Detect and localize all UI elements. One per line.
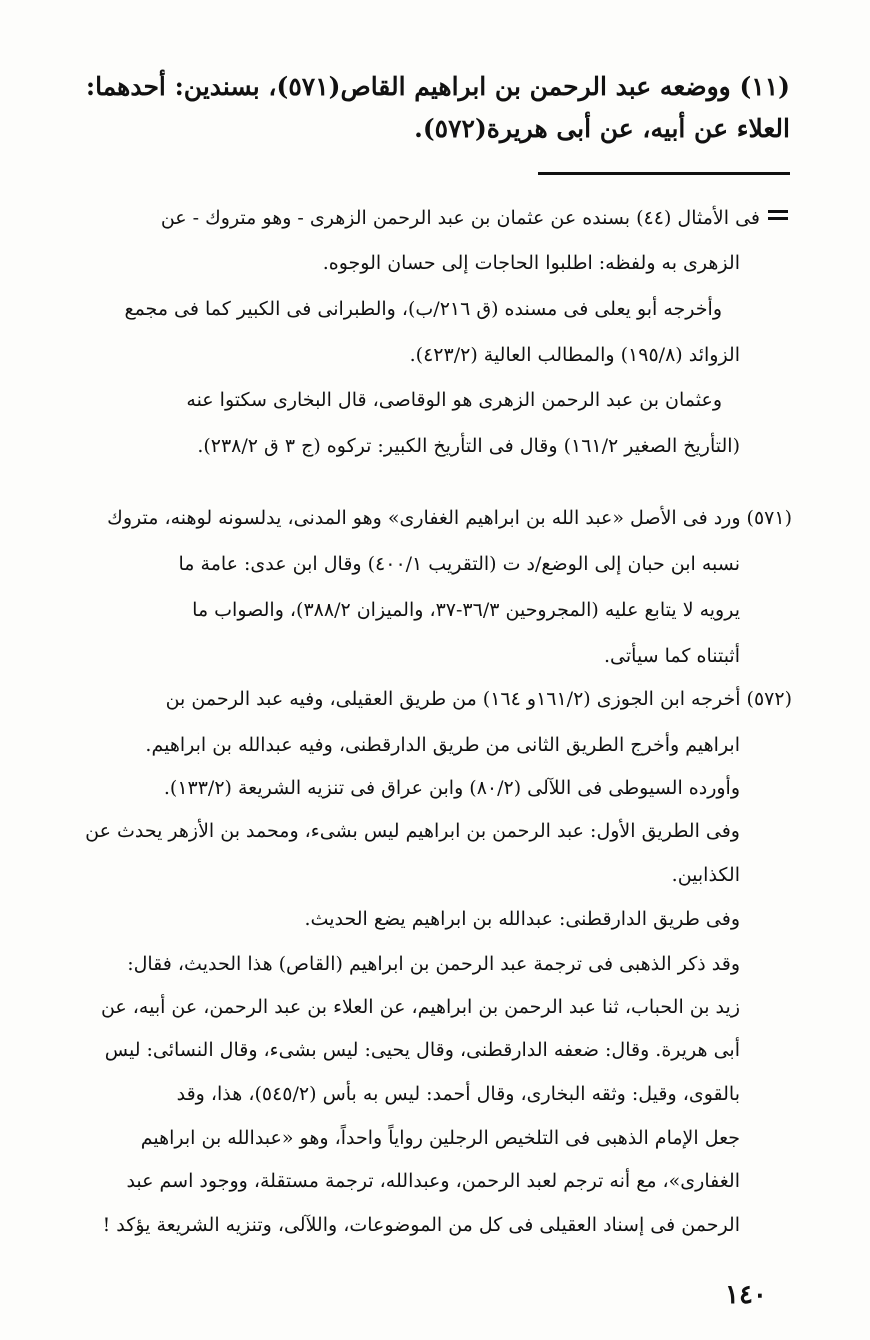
footnote-572-line-1: (٥٧٢) أخرجه ابن الجوزى (١٦١/٢و ١٦٤) من طريق العقيلى، وفيه عبد الرحمن بن: [165, 688, 792, 710]
upper-note-line-5: وعثمان بن عبد الرحمن الزهرى هو الوقاصى، قال البخارى سكتوا عنه: [186, 389, 722, 411]
note-marker-icon: [768, 210, 788, 226]
page-number: ١٤٠: [725, 1280, 767, 1310]
main-text-line-2: العلاء عن أبيه، عن أبى هريرة(٥٧٢).: [414, 114, 790, 143]
footnote-572-line-12: الغفارى»، مع أنه ترجم لعبد الرحمن، وعبدالله، ترجمة مستقلة، ووجود اسم عبد: [126, 1170, 740, 1192]
footnote-572-line-9: أبى هريرة. وقال: ضعفه الدارقطنى، وقال يحيى: ليس بشىء، وقال النسائى: ليس: [104, 1039, 740, 1061]
footnote-572-line-5: الكذابين.: [671, 864, 740, 886]
footnote-571-line-4: أثبتناه كما سيأتى.: [603, 645, 740, 667]
separator-rule: [538, 172, 790, 175]
footnote-571-line-3: يرويه لا يتابع عليه (المجروحين ٣٦/٣-٣٧، والميزان ٣٨٨/٢)، والصواب ما: [192, 599, 740, 621]
upper-note-line-2: الزهرى به ولفظه: اطلبوا الحاجات إلى حسان الوجوه.: [322, 252, 740, 274]
footnote-572-line-7: وقد ذكر الذهبى فى ترجمة عبد الرحمن بن ابراهيم (القاص) هذا الحديث، فقال:: [127, 953, 740, 975]
upper-note-line-3: وأخرجه أبو يعلى فى مسنده (ق ٢١٦/ب)، والطبرانى فى الكبير كما فى مجمع: [124, 298, 722, 320]
main-text-line-1: (١١) ووضعه عبد الرحمن بن ابراهيم القاص(٥٧١)، بسندين: أحدهما:: [85, 72, 790, 101]
upper-note-line-4: الزوائد (١٩٥/٨) والمطالب العالية (٤٢٣/٢).: [409, 344, 740, 366]
footnote-572-line-8: زيد بن الحباب، ثنا عبد الرحمن بن ابراهيم، عن العلاء بن عبد الرحمن، عن أبيه، عن: [100, 996, 740, 1018]
footnote-571-line-2: نسبه ابن حبان إلى الوضع/د ت (التقريب ٤٠٠/١) وقال ابن عدى: عامة ما: [178, 553, 740, 575]
footnote-572-line-13: الرحمن فى إسناد العقيلى فى كل من الموضوعات، واللآلى، وتنزيه الشريعة يؤكد !: [102, 1214, 740, 1236]
footnote-572-line-3: وأورده السيوطى فى اللآلى (٨٠/٢) وابن عراق فى تنزيه الشريعة (١٣٣/٢).: [163, 777, 740, 799]
footnote-572-line-11: جعل الإمام الذهبى فى التلخيص الرجلين رواياً واحداً، وهو «عبدالله بن ابراهيم: [140, 1127, 740, 1149]
upper-note-line-6: (التأريخ الصغير ١٦١/٢) وقال فى التأريخ الكبير: تركوه (ج ٣ ق ٢٣٨/٢).: [197, 435, 740, 457]
footnote-572-line-6: وفى طريق الدارقطنى: عبدالله بن ابراهيم يضع الحديث.: [304, 908, 740, 930]
footnote-571-line-1: (٥٧١) ورد فى الأصل «عبد الله بن ابراهيم الغفارى» وهو المدنى، يدلسونه لوهنه، متروك: [107, 507, 792, 529]
footnote-572-line-4: وفى الطريق الأول: عبد الرحمن بن ابراهيم ليس بشىء، ومحمد بن الأزهر يحدث عن: [85, 820, 740, 842]
footnote-572-line-2: ابراهيم وأخرج الطريق الثانى من طريق الدارقطنى، وفيه عبدالله بن ابراهيم.: [145, 734, 740, 756]
footnote-572-line-10: بالقوى، وقيل: وثقه البخارى، وقال أحمد: ليس به بأس (٥٤٥/٢)، هذا، وقد: [176, 1083, 740, 1105]
upper-note-line-1: فى الأمثال (٤٤) بسنده عن عثمان بن عبد الرحمن الزهرى - وهو متروك - عن: [160, 207, 760, 229]
